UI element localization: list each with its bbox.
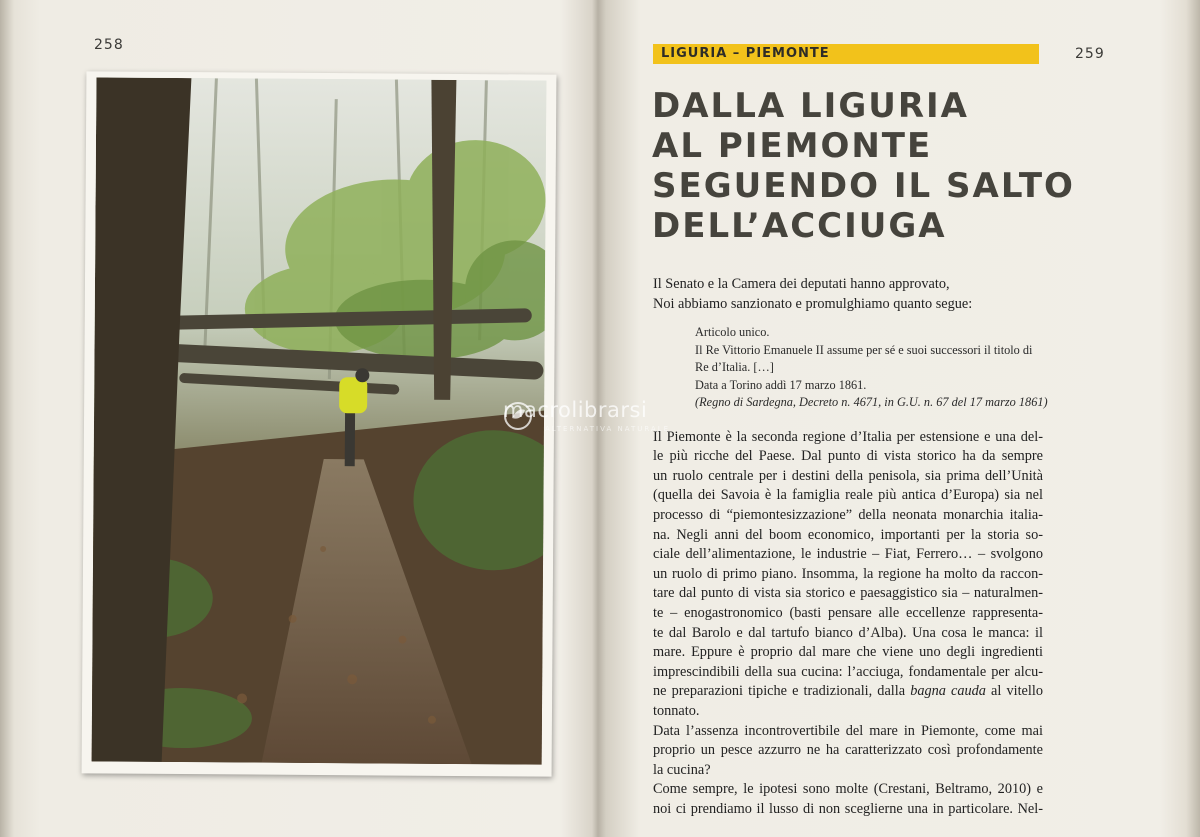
main-text — [653, 428, 1043, 820]
text-line: Data l’assenza incontrovertibile del mare in Piemonte, come mai — [653, 722, 1043, 739]
text-line: proprio un pesce azzurro ne ha caratterizzato così profondamente — [653, 742, 1043, 759]
decree-quote — [695, 324, 1048, 412]
photo-frame — [82, 71, 557, 776]
title-line: DELL’ACCIUGA — [652, 206, 947, 246]
text-line: un ruolo centrale per i destini della penisola, sia prima dell’Unità — [653, 467, 1043, 484]
forest-photo — [92, 77, 547, 764]
page-number-left: 258 — [94, 37, 124, 53]
quote-heading: Articolo unico. — [695, 325, 770, 340]
text-line: te dal Barolo e dal tartufo bianco d’Alba). Una cosa le manca: il — [653, 624, 1043, 641]
text-line: imprescindibili della sua cucina: l’acciuga, fondamentale per alcu- — [653, 663, 1043, 680]
text-line: le più ricche del Paese. Dal punto di vista storico ha da sempre — [653, 448, 1043, 465]
section-header-band — [653, 44, 1039, 64]
body-text — [653, 275, 1048, 820]
title-line: AL PIEMONTE — [652, 126, 933, 166]
quote-line: Re d’Italia. […] — [695, 360, 774, 375]
quote-source: (Regno di Sardegna, Decreto n. 4671, in G.U. n. 67 del 17 marzo 1861) — [695, 395, 1048, 410]
text-line: noi ci prendiamo il lusso di non sceglierne una in particolare. Nel- — [653, 800, 1043, 817]
paragraph-3 — [653, 780, 1043, 819]
text-line: te – enogastronomico (basti pensare alle eccellenze rappresenta- — [653, 605, 1043, 622]
intro-line: Noi abbiamo sanzionato e promulghiamo quanto segue: — [653, 295, 973, 312]
intro-quote — [653, 275, 1043, 314]
forest-path-illustration — [92, 77, 547, 764]
text-line: Il Piemonte è la seconda regione d’Italia per estensione e una del- — [653, 428, 1043, 445]
watermark-text: macrolibrarsi — [503, 398, 648, 422]
page-number-right: 259 — [1075, 46, 1105, 62]
title-line: SEGUENDO IL SALTO — [652, 166, 1075, 206]
text-line: ne preparazioni tipiche e tradizionali, dalla bagna cauda al vitello — [653, 683, 1043, 700]
text-line: la cucina? — [653, 761, 711, 778]
intro-line: Il Senato e la Camera dei deputati hanno approvato, — [653, 276, 950, 292]
text-line: tonnato. — [653, 703, 700, 719]
text-line: un ruolo di primo piano. Insomma, la regione ha molto da raccon- — [653, 565, 1043, 582]
paragraph-1 — [653, 428, 1043, 722]
text-line: mare. Eppure è proprio dal mare che viene uno degli ingredienti — [653, 644, 1043, 661]
chapter-title — [652, 86, 1075, 246]
watermark-subtext: ALTERNATIVA NATURALE — [545, 425, 671, 433]
text-line: ciale dell’alimentazione, le industrie – Fiat, Ferrero… – svolgono — [653, 546, 1043, 563]
text-line: processo di “piemontesizzazione” della neonata monarchia italia- — [653, 507, 1043, 524]
text-line: (quella dei Savoia è la famiglia reale più antica d’Europa) sia nel — [653, 487, 1043, 504]
section-label: LIGURIA – PIEMONTE — [661, 46, 830, 61]
text-line: na. Negli anni del boom economico, importanti per la storia so- — [653, 526, 1043, 543]
title-line: DALLA LIGURIA — [652, 86, 969, 126]
paragraph-2 — [653, 722, 1043, 781]
text-line: tare dal punto di vista sia storico e paesaggistico sia – naturalmen- — [653, 585, 1043, 602]
quote-line: Il Re Vittorio Emanuele II assume per sé e suoi successori il titolo di — [695, 342, 1033, 357]
text-line: Come sempre, le ipotesi sono molte (Crestani, Beltramo, 2010) e — [653, 781, 1043, 798]
quote-line: Data a Torino addì 17 marzo 1861. — [695, 377, 867, 392]
